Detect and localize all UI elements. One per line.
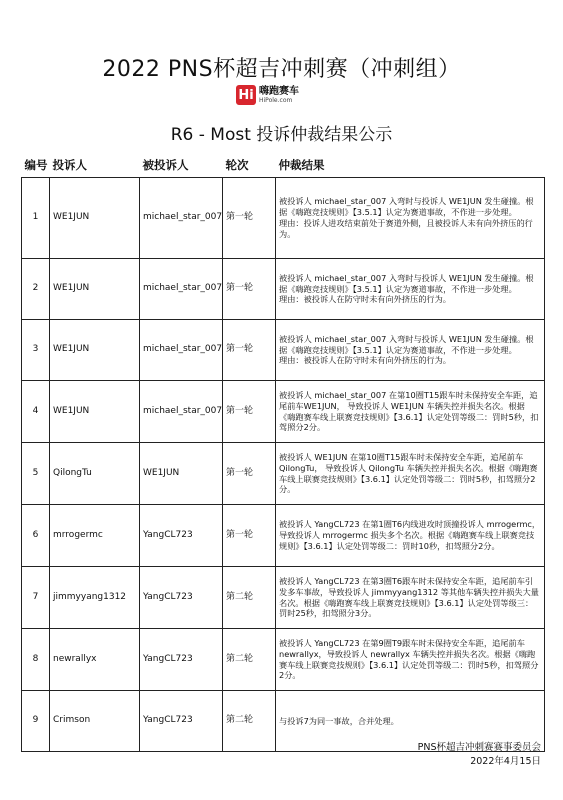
result-cell <box>276 259 545 320</box>
result-paragraph: 被投诉人 YangCL723 在第9圈T9跟车时未保持安全车距，追尾前车newrallyx，导致投诉人 newrallyx 车辆失控并损失名次。根据《嗨跑赛车线上联赛竞技规则》【3.6.1】认定处罚等级二：罚时5秒，扣驾照分2分。 <box>279 637 539 681</box>
row-number: 6 <box>22 505 50 567</box>
logo-name: 嗨跑赛车 <box>259 85 299 97</box>
header-no: 编号 <box>24 157 48 172</box>
table-body <box>22 178 545 752</box>
header-respondent: 被投诉人 <box>142 157 189 172</box>
result-cell <box>276 629 545 691</box>
result-paragraph: 理由：被投诉人在防守时未有向外挤压的行为。 <box>279 355 451 366</box>
header-result: 仲裁结果 <box>278 157 325 172</box>
result-paragraph: 被投诉人 YangCL723 在第3圈T6跟车时未保持安全车距，追尾前车引发多车事故，导致投诉人 jimmyyang1312 等其他车辆失控并损失大量名次。根据《嗨跑赛车线上联赛竞技规则》【3.6.1】认定处罚等级三：罚时25秒，扣驾照分3分。 <box>279 575 539 619</box>
result-cell <box>276 443 545 505</box>
respondent-cell: michael_star_007 <box>140 381 223 443</box>
complainant-cell: jimmyyang1312 <box>50 567 140 629</box>
round-cell: 第二轮 <box>223 567 276 629</box>
respondent-cell: YangCL723 <box>140 505 223 567</box>
document-title: 2022 PNS杯超吉冲刺赛（冲刺组） <box>102 57 461 82</box>
result-paragraph: 被投诉人 YangCL723 在第1圈T6内线进攻时顶撞投诉人 mrrogermc，导致投诉人 mrrogermc 损失多个名次。根据《嗨跑赛车线上联赛竞技规则》【3.6.1】认定处罚等级二：罚时10秒，扣驾照分2分。 <box>279 519 541 551</box>
result-paragraph: 被投诉人 WE1JUN 在第10圈T15跟车时未保持安全车距，追尾前车QilongTu， 导致投诉人 QilongTu 车辆失控并损失名次。根据《嗨跑赛车线上联赛竞技规则》【3.6.1】认定处罚等级二：罚时5秒，扣驾照分2分。 <box>279 451 538 495</box>
result-cell <box>276 505 545 567</box>
result-paragraph: 被投诉人 michael_star_007 入弯时与投诉人 WE1JUN 发生碰撞。根据《嗨跑竞技规则》【3.5.1】认定为赛道事故，不作进一步处理。 <box>279 333 534 355</box>
result-cell <box>276 567 545 629</box>
complainant-cell: WE1JUN <box>50 259 140 320</box>
complainant-cell: newrallyx <box>50 629 140 691</box>
round-cell: 第一轮 <box>223 381 276 443</box>
table-row <box>22 505 545 567</box>
result-paragraph: 理由：投诉人进攻结束前处于赛道外侧，且被投诉人未有向外挤压的行为。 <box>279 218 533 239</box>
arbitration-table <box>21 152 545 752</box>
result-paragraph: 被投诉人 michael_star_007 入弯时与投诉人 WE1JUN 发生碰撞。根据《嗨跑竞技规则》【3.5.1】认定为赛道事故，不作进一步处理。 <box>279 272 534 294</box>
complainant-cell: mrrogermc <box>50 505 140 567</box>
result-cell <box>276 381 545 443</box>
respondent-cell: michael_star_007 <box>140 320 223 381</box>
round-cell: 第一轮 <box>223 505 276 567</box>
table-row <box>22 178 545 259</box>
row-number: 7 <box>22 567 50 629</box>
footer-organization: PNS杯超吉冲刺赛赛事委员会 <box>417 742 541 753</box>
complainant-cell: QilongTu <box>50 443 140 505</box>
hipole-logo <box>236 84 299 106</box>
complainant-cell: WE1JUN <box>50 320 140 381</box>
logo-url: HiPole.com <box>259 96 293 104</box>
respondent-cell: YangCL723 <box>140 567 223 629</box>
result-paragraph: 被投诉人 michael_star_007 入弯时与投诉人 WE1JUN 发生碰撞。根据《嗨跑竞技规则》【3.5.1】认定为赛道事故，不作进一步处理。 <box>279 196 534 218</box>
header-complainant: 投诉人 <box>52 157 87 172</box>
round-cell: 第一轮 <box>223 320 276 381</box>
table-header-row <box>22 152 545 178</box>
result-paragraph: 被投诉人 michael_star_007 在第10圈T15跟车时未保持安全车距，追尾前车WE1JUN， 导致投诉人 WE1JUN 车辆失控并损失名次。根据《嗨跑赛车线上联赛竞技规则》【3.6.1】认定处罚等级二：罚时5秒，扣驾照分2分。 <box>279 389 539 433</box>
respondent-cell: YangCL723 <box>140 691 223 752</box>
table-row <box>22 567 545 629</box>
table-row <box>22 381 545 443</box>
result-paragraph: 理由：被投诉人在防守时未有向外挤压的行为。 <box>279 294 451 305</box>
logo-text <box>259 87 299 104</box>
result-cell <box>276 178 545 259</box>
row-number: 1 <box>22 178 50 259</box>
round-cell: 第一轮 <box>223 259 276 320</box>
row-number: 4 <box>22 381 50 443</box>
complainant-cell: WE1JUN <box>50 381 140 443</box>
table-row <box>22 629 545 691</box>
respondent-cell: YangCL723 <box>140 629 223 691</box>
header-round: 轮次 <box>225 157 249 172</box>
row-number: 5 <box>22 443 50 505</box>
footer <box>418 741 541 769</box>
round-cell: 第二轮 <box>223 691 276 752</box>
result-paragraph: 与投诉7为同一事故，合并处理。 <box>279 715 399 726</box>
row-number: 9 <box>22 691 50 752</box>
table-row <box>22 259 545 320</box>
round-cell: 第一轮 <box>223 178 276 259</box>
document-subtitle: R6 - Most 投诉仲裁结果公示 <box>170 125 393 145</box>
table-row <box>22 443 545 505</box>
respondent-cell: WE1JUN <box>140 443 223 505</box>
respondent-cell: michael_star_007 <box>140 178 223 259</box>
row-number: 3 <box>22 320 50 381</box>
complainant-cell: WE1JUN <box>50 178 140 259</box>
table-row <box>22 320 545 381</box>
respondent-cell: michael_star_007 <box>140 259 223 320</box>
complainant-cell: Crimson <box>50 691 140 752</box>
row-number: 8 <box>22 629 50 691</box>
round-cell: 第二轮 <box>223 629 276 691</box>
row-number: 2 <box>22 259 50 320</box>
result-cell <box>276 320 545 381</box>
round-cell: 第一轮 <box>223 443 276 505</box>
footer-date: 2022年4月15日 <box>470 755 541 767</box>
hipole-logo-icon: Hi <box>236 85 256 105</box>
